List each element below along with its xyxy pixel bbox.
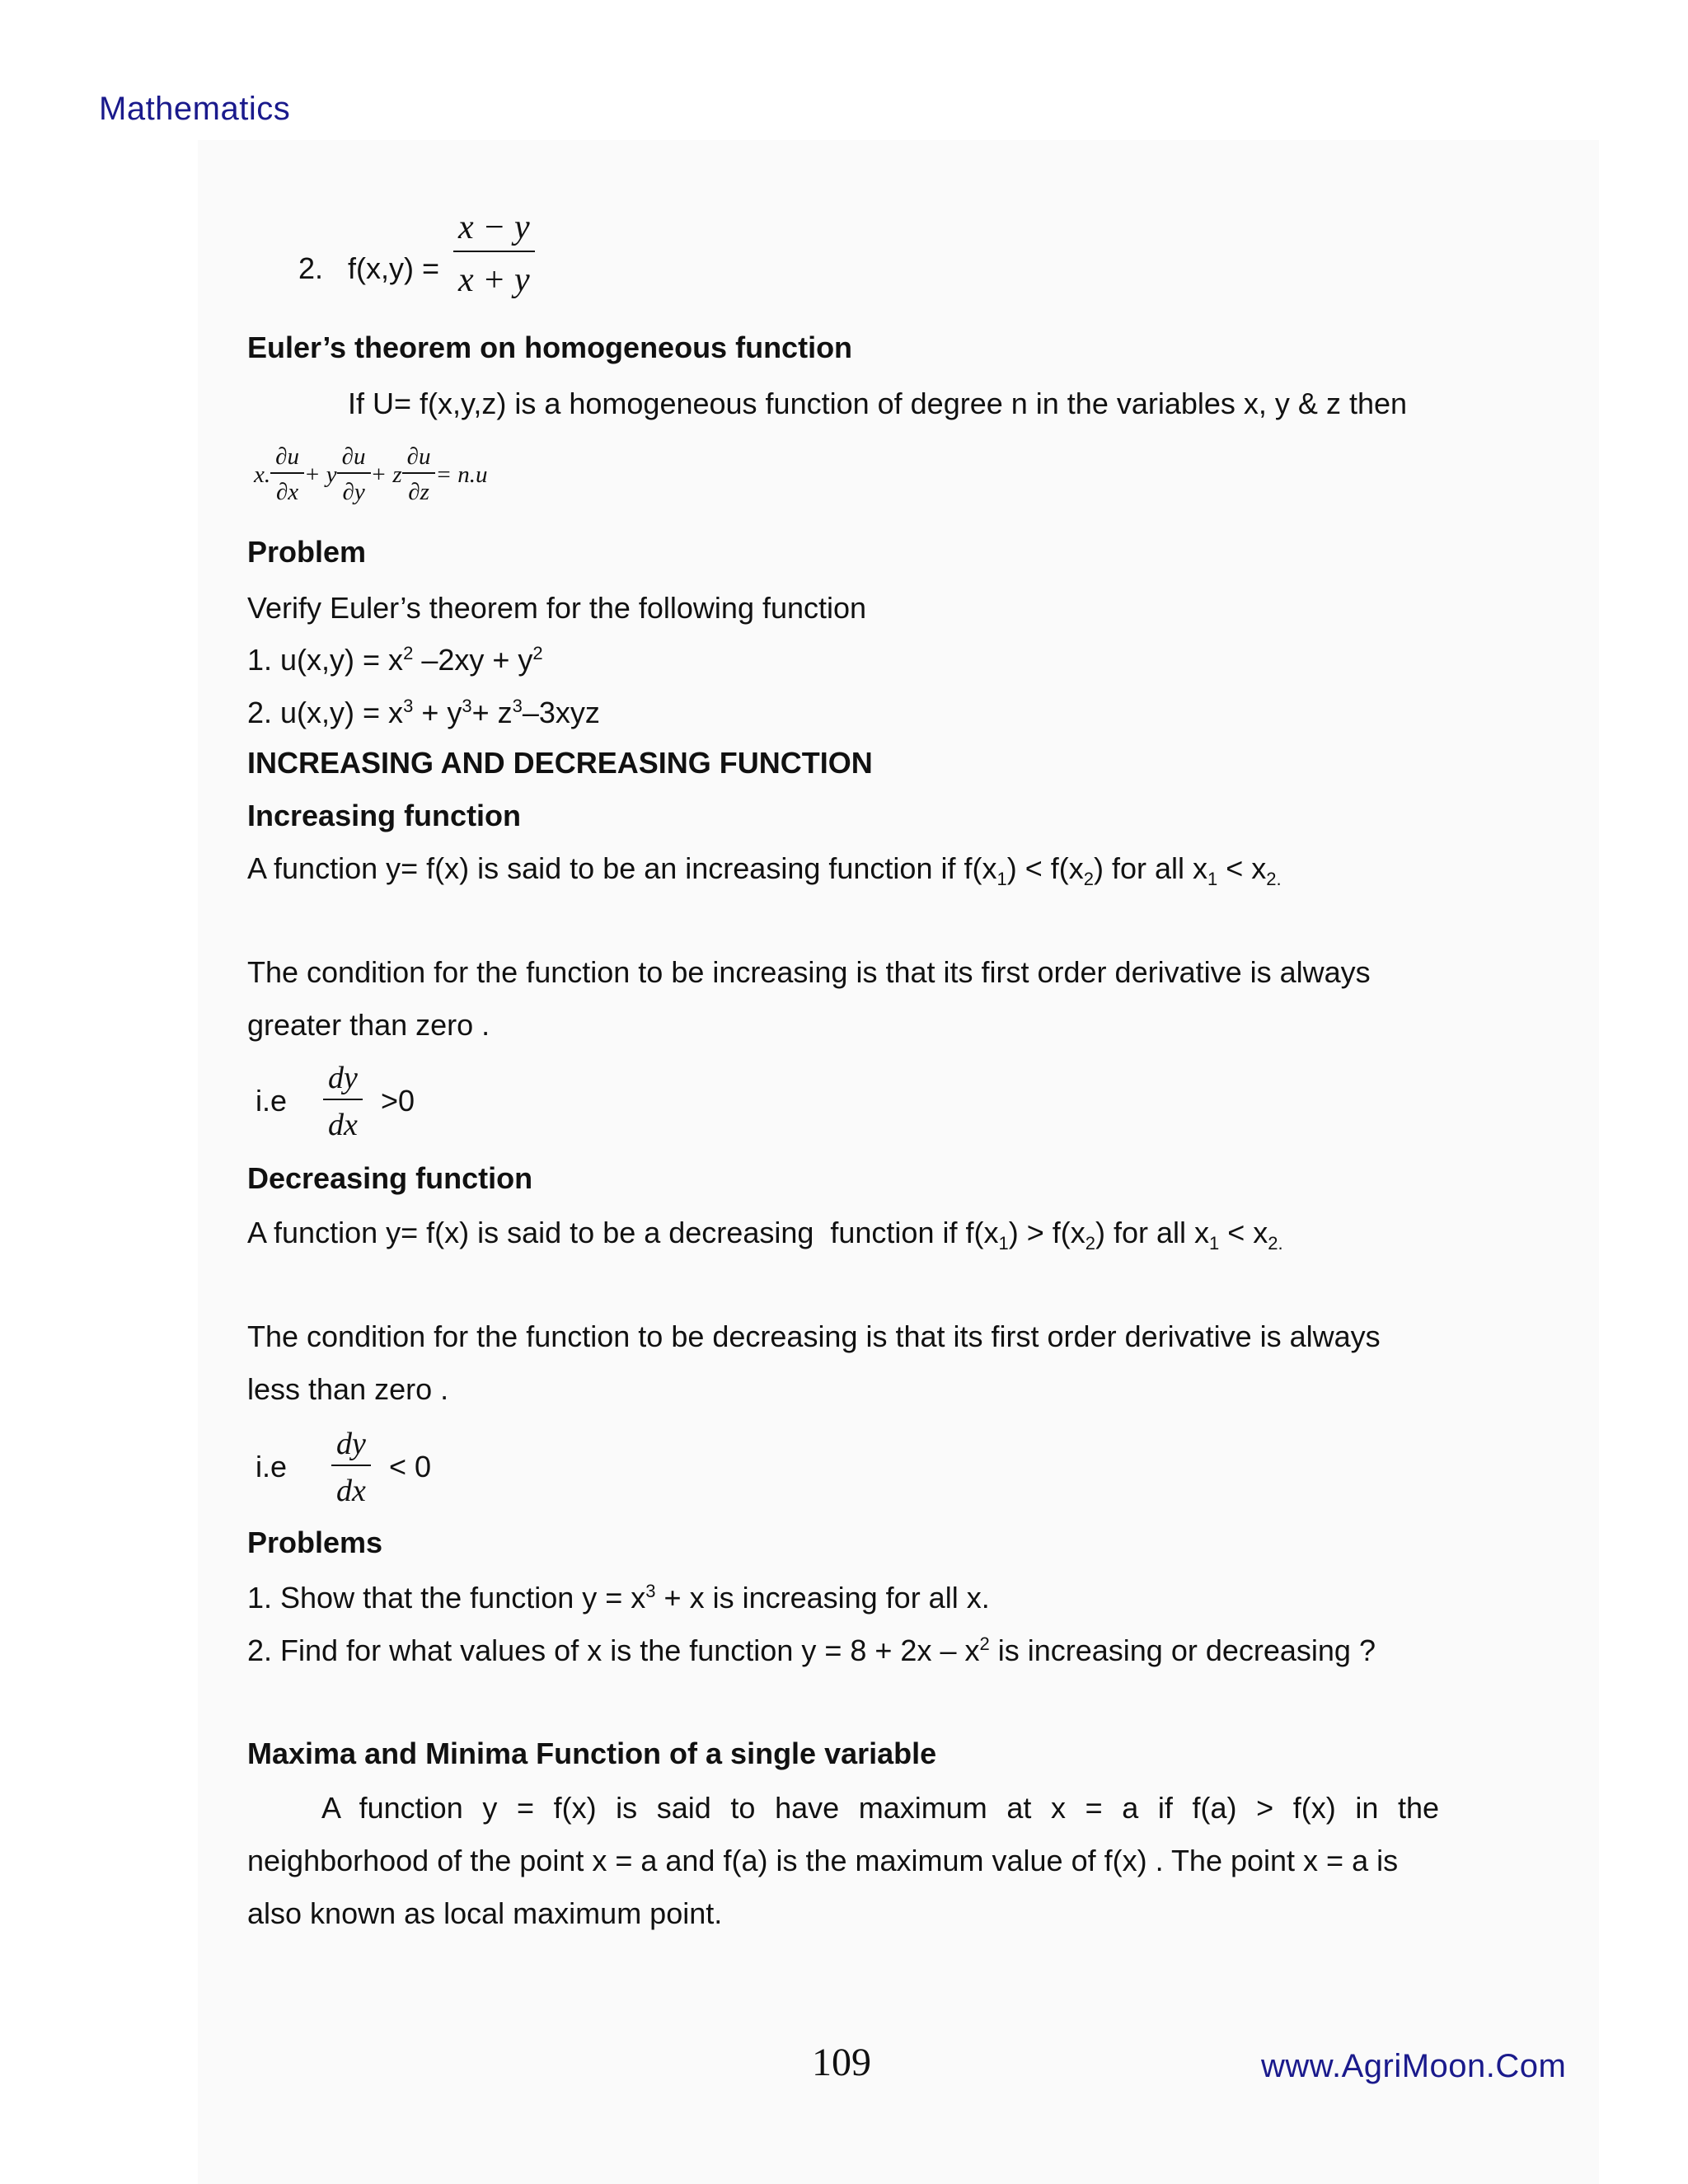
section-heading: INCREASING AND DECREASING FUNCTION xyxy=(247,746,873,780)
text-run: 1. Show that the function y = x xyxy=(247,1581,646,1615)
eq-rhs: = n.u xyxy=(435,461,488,488)
example-2-fraction xyxy=(453,208,535,300)
text-run: < x xyxy=(1219,1216,1268,1249)
eq-y: + y xyxy=(303,461,337,488)
text-run: 1. u(x,y) = x xyxy=(247,643,404,677)
problem-item-1 xyxy=(247,644,543,675)
fraction-numerator: x − y xyxy=(458,209,530,246)
subscript: 2 xyxy=(1083,869,1094,890)
eq-x: x. xyxy=(254,461,271,488)
increasing-condition-line-2: greater than zero . xyxy=(247,1008,490,1042)
text-run: –2xy + y xyxy=(413,643,533,677)
fraction-bar xyxy=(402,472,436,474)
problem-intro: Verify Euler’s theorem for the following function xyxy=(247,591,867,625)
increasing-condition-line-1: The condition for the function to be increasing is that its first order derivative is always xyxy=(247,955,1371,989)
maxmin-heading: Maxima and Minima Function of a single variable xyxy=(247,1736,937,1770)
maxmin-line-3: also known as local maximum point. xyxy=(247,1896,723,1930)
problems-heading: Problems xyxy=(247,1526,383,1559)
text-run: + y xyxy=(413,696,462,729)
problems-item-2 xyxy=(247,1635,1376,1666)
text-run: A function y= f(x) is said to be an increasing function if f(x xyxy=(247,851,997,885)
maxmin-line-1: A function y = f(x) is said to have maximum at x = a if f(a) > f(x) in the xyxy=(321,1791,1439,1825)
eq-dx: ∂x xyxy=(275,479,299,505)
text-run: < x xyxy=(1217,851,1267,885)
maxmin-line-2: neighborhood of the point x = a and f(a) is the maximum value of f(x) . The point x = a is xyxy=(247,1844,1399,1877)
subscript: 2. xyxy=(1266,869,1282,890)
increasing-definition xyxy=(247,851,1282,890)
example-2-lhs: f(x,y) = xyxy=(348,251,440,285)
text-run: ) for all x xyxy=(1093,851,1208,885)
problems-item-1 xyxy=(247,1582,990,1613)
decreasing-condition-line-1: The condition for the function to be decreasing is that its first order derivative is always xyxy=(247,1319,1381,1353)
text-run: –3xyz xyxy=(522,696,600,729)
fraction-bar xyxy=(453,251,535,252)
fraction-denominator: dx xyxy=(336,1474,366,1508)
euler-statement: If U= f(x,y,z) is a homogeneous function of degree n in the variables x, y & z then xyxy=(348,387,1408,420)
euler-equation xyxy=(254,443,488,506)
subscript: 2 xyxy=(1085,1233,1095,1254)
fraction-bar xyxy=(337,472,371,474)
fraction-bar xyxy=(270,472,304,474)
decreasing-derivative xyxy=(331,1426,371,1509)
superscript: 3 xyxy=(403,696,414,716)
text-run: ) for all x xyxy=(1095,1216,1210,1249)
subscript: 1 xyxy=(1207,869,1218,890)
text-run: ) > f(x xyxy=(1008,1216,1085,1249)
text-run: A function y= f(x) is said to be a decreasing function if f(x xyxy=(247,1216,999,1249)
eq-du-1: ∂u xyxy=(275,443,299,470)
superscript: 2 xyxy=(403,643,414,663)
subscript: 1 xyxy=(996,869,1007,890)
text-run: ) < f(x xyxy=(1006,851,1084,885)
problem-heading: Problem xyxy=(247,535,367,569)
decreasing-ie: i.e xyxy=(256,1450,288,1483)
decreasing-condition-line-2: less than zero . xyxy=(247,1372,449,1406)
superscript: 2 xyxy=(979,1633,990,1654)
decreasing-definition xyxy=(247,1218,1283,1253)
website-link[interactable]: www.AgriMoon.Com xyxy=(1261,2048,1567,2084)
increasing-derivative xyxy=(323,1060,363,1143)
example-2-label: 2. xyxy=(298,251,324,285)
superscript: 3 xyxy=(645,1581,656,1601)
subscript: 1 xyxy=(998,1233,1009,1254)
eq-du-2: ∂u xyxy=(341,443,366,470)
text-run: + x is increasing for all x. xyxy=(655,1581,990,1615)
header-title: Mathematics xyxy=(99,91,291,127)
text-run: is increasing or decreasing ? xyxy=(989,1633,1376,1667)
eq-dy: ∂y xyxy=(342,479,365,505)
subscript: 1 xyxy=(1209,1233,1220,1254)
decreasing-relation: < 0 xyxy=(389,1450,432,1483)
text-run: 2. Find for what values of x is the function y = 8 + 2x – x xyxy=(247,1633,980,1667)
problem-item-2 xyxy=(247,697,600,728)
page-number: 109 xyxy=(812,2041,871,2084)
subscript: 2. xyxy=(1268,1233,1283,1254)
eq-z: + z xyxy=(370,461,402,488)
fraction-numerator: dy xyxy=(336,1427,366,1461)
eq-du-3: ∂u xyxy=(406,443,431,470)
increasing-heading: Increasing function xyxy=(247,799,522,832)
fraction-numerator: dy xyxy=(328,1061,358,1095)
text-run: + z xyxy=(471,696,513,729)
eq-dz: ∂z xyxy=(408,479,429,505)
increasing-relation: >0 xyxy=(381,1084,415,1118)
superscript: 2 xyxy=(532,643,543,663)
decreasing-heading: Decreasing function xyxy=(247,1161,533,1195)
superscript: 3 xyxy=(512,696,523,716)
text-run: 2. u(x,y) = x xyxy=(247,696,404,729)
fraction-denominator: x + y xyxy=(458,261,530,299)
increasing-ie: i.e xyxy=(256,1084,288,1118)
superscript: 3 xyxy=(462,696,472,716)
euler-heading: Euler’s theorem on homogeneous function xyxy=(247,330,853,364)
fraction-denominator: dx xyxy=(328,1108,358,1142)
fraction-bar xyxy=(323,1099,363,1100)
fraction-bar xyxy=(331,1465,371,1466)
